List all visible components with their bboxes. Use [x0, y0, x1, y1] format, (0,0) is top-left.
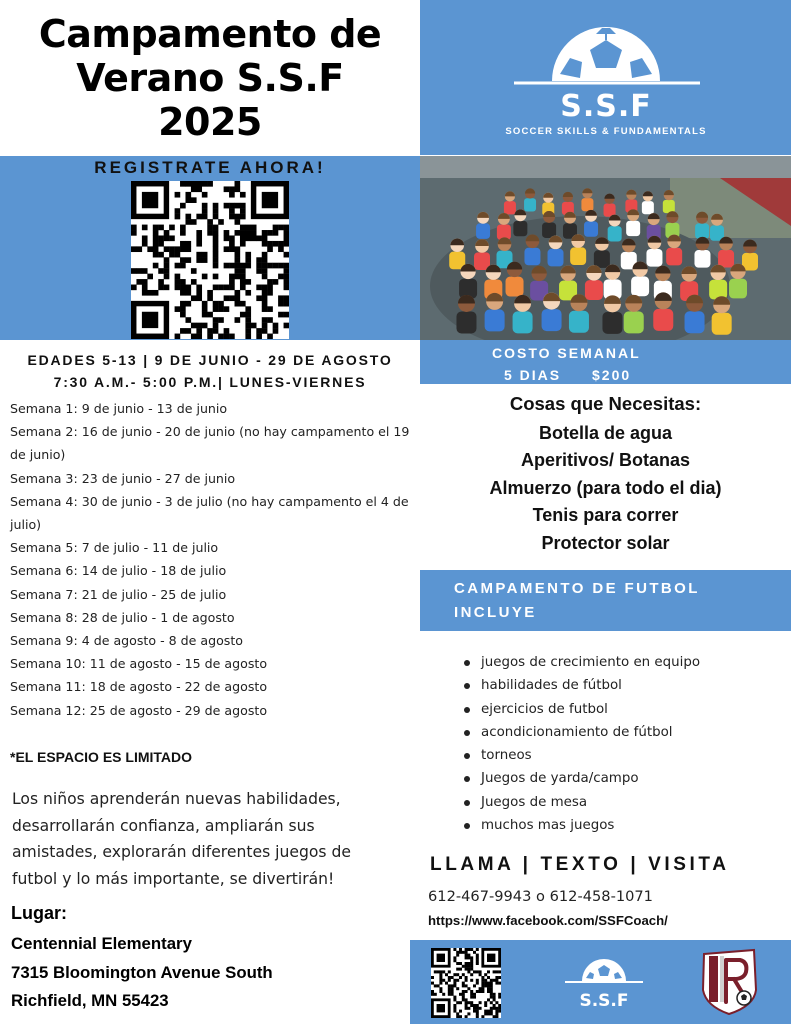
includes-heading-line-2: INCLUYE: [454, 604, 537, 621]
need-item: Almuerzo (para todo el dia): [489, 477, 722, 498]
week-item: Semana 7: 21 de julio - 25 de julio: [10, 586, 227, 602]
registration-qr-code[interactable]: [131, 181, 289, 339]
includes-heading: [454, 577, 774, 625]
include-item: muchos mas juegos: [462, 814, 700, 837]
location-label: Lugar:: [11, 903, 67, 923]
logo-panel: [420, 0, 791, 155]
need-item: Aperitivos/ Botanas: [520, 450, 691, 471]
week-item: Semana 5: 7 de julio - 11 de julio: [10, 540, 219, 556]
qr-code-graphic: [431, 948, 501, 1018]
includes-heading-line-1: CAMPAMENTO DE FUTBOL: [454, 580, 700, 597]
include-item: Juegos de mesa: [462, 791, 700, 814]
logo-tagline: SOCCER SKILLS & FUNDAMENTALS: [505, 126, 707, 137]
needs-list: [420, 420, 791, 557]
hours-days: 7:30 A.M.- 5:00 P.M.| LUNES-VIERNES: [53, 374, 367, 390]
weeks-list: [10, 397, 418, 722]
schedule-header: [0, 349, 420, 393]
soccer-ball-icon: [582, 959, 626, 981]
include-item: ejercicios de futbol: [462, 698, 700, 721]
cost-price: $200: [592, 367, 632, 383]
title-line-3: 2025: [158, 100, 262, 144]
location-name: Centennial Elementary: [11, 934, 192, 953]
week-item: Semana 8: 28 de julio - 1 de agosto: [10, 609, 235, 625]
includes-list: [462, 651, 700, 837]
phone-numbers[interactable]: 612-467-9943 o 612-458-1071: [428, 888, 653, 905]
week-item: Semana 12: 25 de agosto - 29 de agosto: [10, 702, 268, 718]
cost-days: 5 DIAS: [504, 367, 562, 383]
footer-logo-graphic: [549, 948, 659, 1016]
limited-space-notice: *EL ESPACIO ES LIMITADO: [10, 749, 193, 765]
crest-icon: [698, 946, 760, 1016]
qr-code-graphic: [131, 181, 289, 339]
footer-ssf-logo: [549, 948, 659, 1016]
week-item: Semana 1: 9 de junio - 13 de junio: [10, 401, 228, 416]
include-item: juegos de crecimiento en equipo: [462, 651, 700, 674]
need-item: Botella de agua: [538, 423, 673, 443]
contact-title: LLAMA | TEXTO | VISITA: [430, 854, 730, 875]
cost-label: COSTO SEMANAL: [492, 345, 641, 361]
facebook-link[interactable]: https://www.facebook.com/SSFCoach/: [428, 913, 668, 928]
week-item: Semana 9: 4 de agosto - 8 de agosto: [10, 633, 244, 649]
location-street: 7315 Bloomington Avenue South: [11, 962, 273, 982]
week-item: Semana 10: 11 de agosto - 15 de agosto: [10, 656, 268, 672]
campers-photo-illustration: [420, 156, 791, 340]
soccer-ball-icon: [552, 27, 660, 81]
location-city: Richfield, MN 55423: [11, 991, 169, 1010]
page-title: [0, 12, 420, 144]
week-item: Semana 11: 18 de agosto - 22 de agosto: [10, 679, 268, 695]
ssf-logo: [420, 0, 791, 155]
footer-wordmark: S.S.F: [579, 991, 629, 1011]
school-crest-logo: [698, 946, 760, 1016]
need-item: Protector solar: [541, 532, 670, 553]
week-item: Semana 6: 14 de julio - 18 de julio: [10, 563, 227, 579]
include-item: torneos: [462, 744, 700, 767]
week-item: Semana 3: 23 de junio - 27 de junio: [10, 470, 236, 486]
include-item: Juegos de yarda/campo: [462, 767, 700, 790]
group-photo: [420, 156, 791, 340]
need-item: Tenis para correr: [532, 505, 679, 526]
title-line-2: Verano S.S.F: [76, 56, 344, 100]
footer-qr-code[interactable]: [431, 948, 501, 1018]
cost-panel: [420, 340, 791, 384]
camp-description: Los niños aprenderán nuevas habilidades, desarrollarán confianza, ampliarán sus amistades, explorarán diferentes juegos de futbol y lo más importante, se divertirán!: [12, 790, 351, 888]
include-item: acondicionamiento de fútbol: [462, 721, 700, 744]
title-line-1: Campamento de: [38, 12, 382, 56]
week-item: Semana 2: 16 de junio - 20 de junio (no hay campamento el 19 de junio): [10, 424, 410, 463]
logo-wordmark: S.S.F: [560, 89, 652, 124]
include-item: habilidades de fútbol: [462, 674, 700, 697]
needs-title: Cosas que Necesitas:: [509, 393, 702, 414]
location-address: [11, 930, 273, 1016]
ages-dates: EDADES 5-13 | 9 DE JUNIO - 29 DE AGOSTO: [27, 352, 393, 368]
week-item: Semana 4: 30 de junio - 3 de julio (no hay campamento el 4 de julio): [10, 493, 409, 533]
register-label: REGISTRATE AHORA!: [94, 158, 326, 177]
